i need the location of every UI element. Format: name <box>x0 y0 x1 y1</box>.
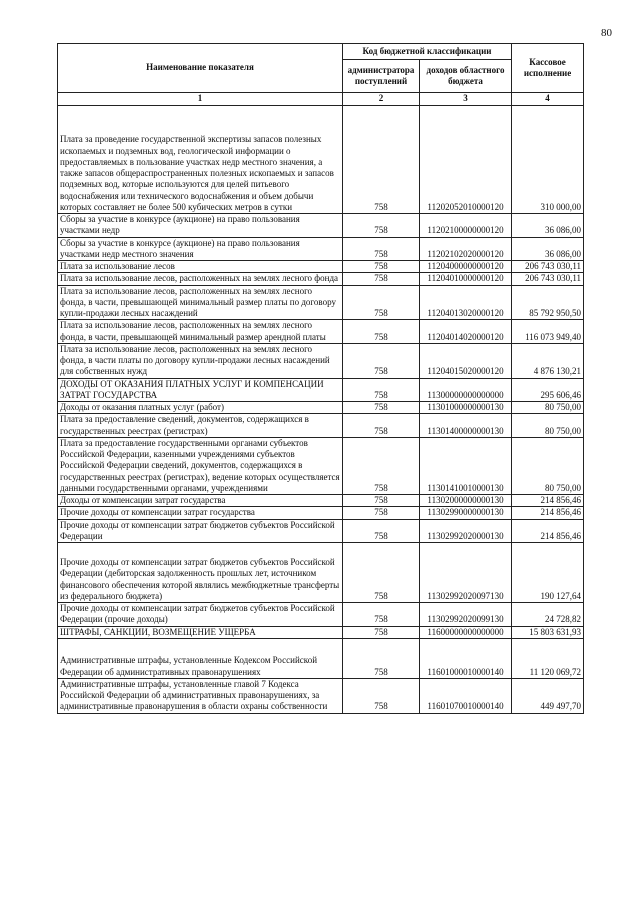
row-admin: 758 <box>343 320 420 344</box>
table-body <box>58 106 584 714</box>
row-amount: 449 497,70 <box>512 678 584 713</box>
row-name: Доходы от оказания платных услуг (работ) <box>58 402 343 414</box>
table-row <box>58 638 584 678</box>
row-code: 11601070010000140 <box>420 678 512 713</box>
row-name: Прочие доходы от компенсации затрат бюджетов субъектов Российской Федерации (прочие доходы) <box>58 603 343 627</box>
row-code: 11204013020000120 <box>420 285 512 320</box>
row-admin: 758 <box>343 273 420 285</box>
row-name: ШТРАФЫ, САНКЦИИ, ВОЗМЕЩЕНИЕ УЩЕРБА <box>58 626 343 638</box>
table-row <box>58 261 584 273</box>
row-amount: 116 073 949,40 <box>512 320 584 344</box>
row-admin: 758 <box>343 402 420 414</box>
row-amount: 214 856,46 <box>512 507 584 519</box>
col-number-2: 2 <box>343 93 420 106</box>
row-code: 11204000000000120 <box>420 261 512 273</box>
row-amount: 295 606,46 <box>512 378 584 402</box>
row-code: 11601000010000140 <box>420 638 512 678</box>
row-admin: 758 <box>343 495 420 507</box>
header-income: доходов областного бюджета <box>420 60 512 93</box>
table-row <box>58 495 584 507</box>
row-admin: 758 <box>343 285 420 320</box>
table-row <box>58 626 584 638</box>
table-row <box>58 402 584 414</box>
row-code: 11202052010000120 <box>420 106 512 214</box>
row-code: 11302990000000130 <box>420 507 512 519</box>
table-row <box>58 214 584 238</box>
row-admin: 758 <box>343 638 420 678</box>
row-code: 11204014020000120 <box>420 320 512 344</box>
row-name: Плата за использование лесов, расположенных на землях лесного фонда <box>58 273 343 285</box>
table-row <box>58 285 584 320</box>
row-admin: 758 <box>343 626 420 638</box>
row-amount: 11 120 069,72 <box>512 638 584 678</box>
row-admin: 758 <box>343 237 420 261</box>
col-number-4: 4 <box>512 93 584 106</box>
row-admin: 758 <box>343 261 420 273</box>
row-code: 11202102020000120 <box>420 237 512 261</box>
row-code: 11204010000000120 <box>420 273 512 285</box>
row-amount: 310 000,00 <box>512 106 584 214</box>
table-row <box>58 437 584 494</box>
table-row <box>58 678 584 713</box>
row-name: Плата за использование лесов <box>58 261 343 273</box>
row-amount: 214 856,46 <box>512 519 584 543</box>
col-number-1: 1 <box>58 93 343 106</box>
row-amount: 214 856,46 <box>512 495 584 507</box>
budget-table <box>57 43 584 714</box>
row-name: Прочие доходы от компенсации затрат бюджетов субъектов Российской Федерации (дебиторская задолженность прошлых лет, источником финансового обеспечения которой являлись межбюджетные трансферты из федерального бюджета) <box>58 543 343 603</box>
table-row <box>58 507 584 519</box>
row-code: 11300000000000000 <box>420 378 512 402</box>
row-admin: 758 <box>343 343 420 378</box>
table-row <box>58 519 584 543</box>
row-amount: 36 086,00 <box>512 237 584 261</box>
row-code: 11301000000000130 <box>420 402 512 414</box>
col-number-3: 3 <box>420 93 512 106</box>
row-name: Административные штрафы, установленные Кодексом Российской Федерации об административных правонарушениях <box>58 638 343 678</box>
table-header <box>58 44 584 106</box>
row-name: Доходы от компенсации затрат государства <box>58 495 343 507</box>
row-code: 11202100000000120 <box>420 214 512 238</box>
row-admin: 758 <box>343 414 420 438</box>
table-row <box>58 414 584 438</box>
header-amount: Кассовое исполнение <box>512 44 584 93</box>
row-admin: 758 <box>343 437 420 494</box>
row-admin: 758 <box>343 378 420 402</box>
row-code: 11302000000000130 <box>420 495 512 507</box>
row-amount: 36 086,00 <box>512 214 584 238</box>
row-admin: 758 <box>343 214 420 238</box>
row-name: Сборы за участие в конкурсе (аукционе) на право пользования участками недр <box>58 214 343 238</box>
table-row <box>58 106 584 214</box>
header-name: Наименование показателя <box>58 44 343 93</box>
column-numbers-row <box>58 93 584 106</box>
row-name: Сборы за участие в конкурсе (аукционе) на право пользования участками недр местного значения <box>58 237 343 261</box>
row-amount: 15 803 631,93 <box>512 626 584 638</box>
table-row <box>58 273 584 285</box>
row-name: Плата за проведение государственной экспертизы запасов полезных ископаемых и подземных вод, геологической информации о предоставляемых в пользование участках недр местного значения, а также запасов общераспространенных полезных ископаемых и запасов подземных вод, которые используются для целей питьевого водоснабжения или технического водоснабжения и объем добычи которых составляет не более 500 кубических метров в сутки <box>58 106 343 214</box>
row-amount: 80 750,00 <box>512 414 584 438</box>
row-admin: 758 <box>343 519 420 543</box>
row-admin: 758 <box>343 106 420 214</box>
row-admin: 758 <box>343 543 420 603</box>
table-row <box>58 603 584 627</box>
row-code: 11302992020000130 <box>420 519 512 543</box>
row-name: Плата за предоставление сведений, документов, содержащихся в государственных реестрах (регистрах) <box>58 414 343 438</box>
page-number: 80 <box>601 27 612 39</box>
row-admin: 758 <box>343 507 420 519</box>
row-name: Прочие доходы от компенсации затрат бюджетов субъектов Российской Федерации <box>58 519 343 543</box>
row-name: Плата за использование лесов, расположенных на землях лесного фонда, в части платы по договору купли-продажи лесных насаждений для собственных нужд <box>58 343 343 378</box>
row-name: Плата за предоставление государственными органами субъектов Российской Федерации, казенными учреждениями субъектов Российской Федерации сведений, документов, содержащихся в государственных реестрах (регистрах), ведение которых осуществляется данными государственными органами, учреждениями <box>58 437 343 494</box>
row-name: ДОХОДЫ ОТ ОКАЗАНИЯ ПЛАТНЫХ УСЛУГ И КОМПЕНСАЦИИ ЗАТРАТ ГОСУДАРСТВА <box>58 378 343 402</box>
row-amount: 80 750,00 <box>512 437 584 494</box>
row-code: 11600000000000000 <box>420 626 512 638</box>
row-amount: 190 127,64 <box>512 543 584 603</box>
header-code-group: Код бюджетной классификации <box>343 44 512 60</box>
row-amount: 206 743 030,11 <box>512 261 584 273</box>
row-admin: 758 <box>343 678 420 713</box>
table-row <box>58 320 584 344</box>
row-code: 11302992020097130 <box>420 543 512 603</box>
row-code: 11302992020099130 <box>420 603 512 627</box>
row-name: Плата за использование лесов, расположенных на землях лесного фонда, в части, превышающей минимальный размер платы по договору купли-продажи лесных насаждений <box>58 285 343 320</box>
row-code: 11204015020000120 <box>420 343 512 378</box>
row-admin: 758 <box>343 603 420 627</box>
row-name: Административные штрафы, установленные главой 7 Кодекса Российской Федерации об административных правонарушениях, за административные правонарушения в области охраны собственности <box>58 678 343 713</box>
row-name: Плата за использование лесов, расположенных на землях лесного фонда, в части, превышающей минимальный размер арендной платы <box>58 320 343 344</box>
row-code: 11301400000000130 <box>420 414 512 438</box>
row-amount: 24 728,82 <box>512 603 584 627</box>
header-admin: администратора поступлений <box>343 60 420 93</box>
row-amount: 206 743 030,11 <box>512 273 584 285</box>
table-row <box>58 543 584 603</box>
row-name: Прочие доходы от компенсации затрат государства <box>58 507 343 519</box>
row-amount: 80 750,00 <box>512 402 584 414</box>
row-code: 11301410010000130 <box>420 437 512 494</box>
table-row <box>58 378 584 402</box>
table-row <box>58 343 584 378</box>
row-amount: 4 876 130,21 <box>512 343 584 378</box>
table-row <box>58 237 584 261</box>
row-amount: 85 792 950,50 <box>512 285 584 320</box>
